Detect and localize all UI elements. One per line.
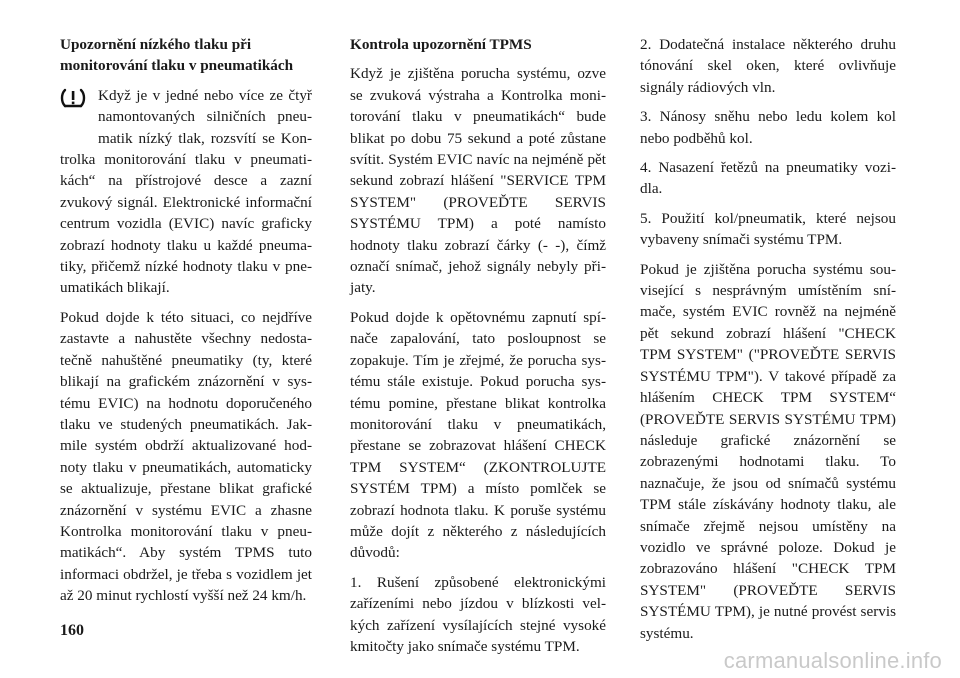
column-1 xyxy=(60,34,312,615)
paragraph: Když je zjištěna porucha systému, ozve se zvuková výstraha a Kontrolka monitorování tlaku v pneumatikách“ bude blikat po dobu 75 sekund a poté zůstane svítit. Systém EVIC navíc na nejméně pět sekund zobrazí hlášení "SERVICE TPM SYSTEM" (PROVEĎTE SERVIS SYSTÉMU TPM) a poté namísto hodnoty tlaku zobrazí čárky (- -), čímž označí snímač, jehož signály nebyly přijaty. xyxy=(350,65,606,297)
list-item: 4. Nasazení řetězů na pneumatiky vozidla. xyxy=(640,159,896,198)
column-2 xyxy=(350,34,606,665)
paragraph: Pokud dojde k této situaci, co nejdříve zastavte a nahustěte všechny nedostatečně nahuštěné pneumatiky (ty, které blikají na grafickém znázornění v systému EVIC) na hodnotu doporučeného tlaku ve studených pneumatikách. Jakmile systém obdrží aktualizované hodnoty tlaku v pneumatikách, automaticky se aktualizuje, přestane blikat grafické znázornění v systému EVIC a zhasne Kontrolka monitorování tlaku v pneumatikách“. Aby systém TPMS tuto informaci obdržel, je třeba s vozidlem jet až 20 minut rychlostí vyšší než 24 km/h. xyxy=(60,308,312,605)
section-heading-low-pressure: Upozornění nízkého tlaku při monitorování tlaku v pneumatikách xyxy=(60,36,294,75)
watermark: carmanualsonline.info xyxy=(723,648,942,673)
paragraph: Pokud je zjištěna porucha systému související s nesprávným umístěním snímače, systém EVIC rovněž na nejméně pět sekund zobrazí hlášení "CHECK TPM SYSTEM" ("PROVEĎTE SERVIS SYSTÉMU TPM"). V takové případě za hlášením CHECK TPM SYSTEM“ (PROVEĎTE SERVIS SYSTÉMU TPM) následuje grafické znázornění se zobrazenými hodnotami tlaku. To naznačuje, že jsou od snímačů systému TPM stále získávány hodnoty tlaku, ale snímače zřejmě nejsou umístěny na vozidlo ve správné poloze. Dokud je zobrazováno hlášení "CHECK TPM SYSTEM" (PROVEĎTE SERVIS SYSTÉMU TPM), je nutné provést servis systému. xyxy=(640,260,896,642)
section-heading-tpms-check: Kontrola upozornění TPMS xyxy=(350,36,532,53)
column-3 xyxy=(640,34,896,652)
list-item: 5. Použití kol/pneumatik, které nejsou vybaveny snímači systému TPM. xyxy=(640,209,896,249)
tpms-warning-icon xyxy=(60,87,92,139)
paragraph: Pokud dojde k opětovnému zapnutí spínače zapalování, tato posloupnost se zopakuje. Tím je zřejmé, že porucha systému stále existuje. Pokud porucha systému pomine, přestane blikat kontrolka monitorování tlaku v pneumatikách, přestane se zobrazovat hlášení CHECK TPM SYSTEM“ (ZKONTROLUJTE SYSTÉM TPM) a místo pomlček se zobrazí hodnota tlaku. K poruše systému může dojít z některého z následujících důvodů: xyxy=(350,308,606,562)
list-item: 2. Dodatečná instalace některého druhu tónování skel oken, které ovlivňuje signály rádiových vln. xyxy=(640,36,896,96)
page-number: 160 xyxy=(60,622,84,639)
list-item: 1. Rušení způsobené elektronickými zařízeními nebo jízdou v blízkosti velkých zařízení vysílajících stejné vysoké kmitočty jako snímače systému TPM. xyxy=(350,573,606,655)
list-item: 3. Nánosy sněhu nebo ledu kolem kol nebo podběhů kol. xyxy=(640,108,896,147)
paragraph: Když je v jedné nebo více ze čtyř namontovaných silničních pneumatik nízký tlak, rozsvítí se Kontrolka monitorování tlaku v pneumatikách“ na přístrojové desce a zazní zvukový signál. Elektronické informační centrum vozidla (EVIC) navíc graficky zobrazí hodnoty tlaku u každé pneumatiky, přičemž nízké hodnoty tlaku v pneumatikách blikají. xyxy=(60,86,312,297)
